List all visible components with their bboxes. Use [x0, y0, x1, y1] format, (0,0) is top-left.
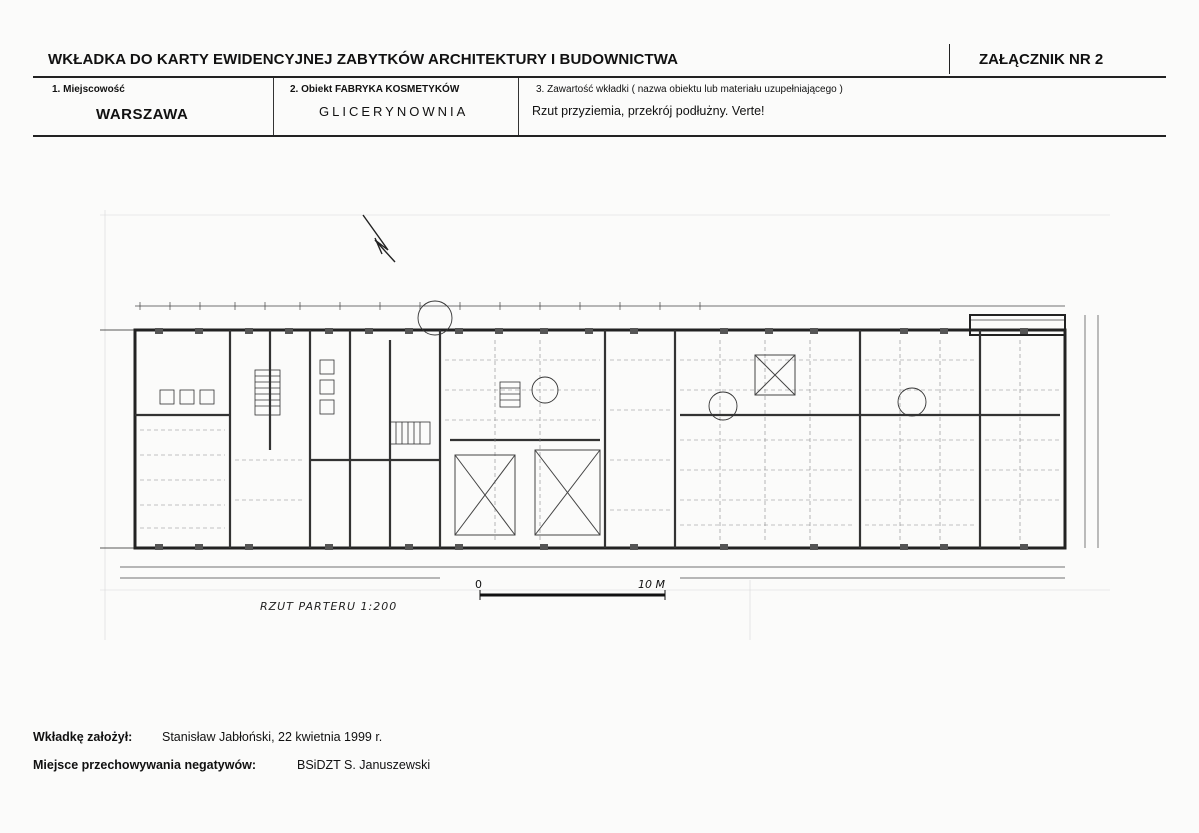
header-rule-top: [33, 76, 1166, 78]
floor-plan-drawing: [100, 210, 1110, 640]
author-label: Wkładkę założył:: [33, 730, 133, 744]
locality-label: 1. Miejscowość: [52, 84, 125, 95]
locality-value: WARSZAWA: [96, 106, 189, 123]
north-arrow-icon: [363, 215, 395, 262]
building-outline: [100, 315, 1065, 548]
content-value: Rzut przyziemia, przekrój podłużny. Verte!: [532, 104, 765, 118]
negatives-value: BSiDZT S. Januszewski: [297, 758, 431, 772]
author-value: Stanisław Jabłoński, 22 kwietnia 1999 r.: [162, 730, 383, 744]
object-label: 2. Obiekt FABRYKA KOSMETYKÓW: [290, 84, 460, 95]
object-value: GLICERYNOWNIA: [319, 104, 469, 119]
content-label: 3. Zawartość wkładki ( nazwa obiektu lub materiału uzupełniającego ): [536, 84, 843, 95]
negatives-label: Miejsce przechowywania negatywów:: [33, 758, 256, 772]
plan-caption: RZUT PARTERU 1:200: [260, 600, 398, 613]
scale-start-label: 0: [475, 578, 482, 591]
field-divider-1: [273, 78, 274, 135]
document-title: WKŁADKA DO KARTY EWIDENCYJNEJ ZABYTKÓW ARCHITEKTURY I BUDOWNICTWA: [48, 51, 679, 68]
field-divider-2: [518, 78, 519, 135]
scale-end-label: 10 M: [638, 578, 665, 591]
header-divider: [949, 44, 950, 74]
attachment-number: ZAŁĄCZNIK NR 2: [979, 51, 1104, 68]
scale-bar: [480, 590, 665, 600]
header-rule-bottom: [33, 135, 1166, 137]
